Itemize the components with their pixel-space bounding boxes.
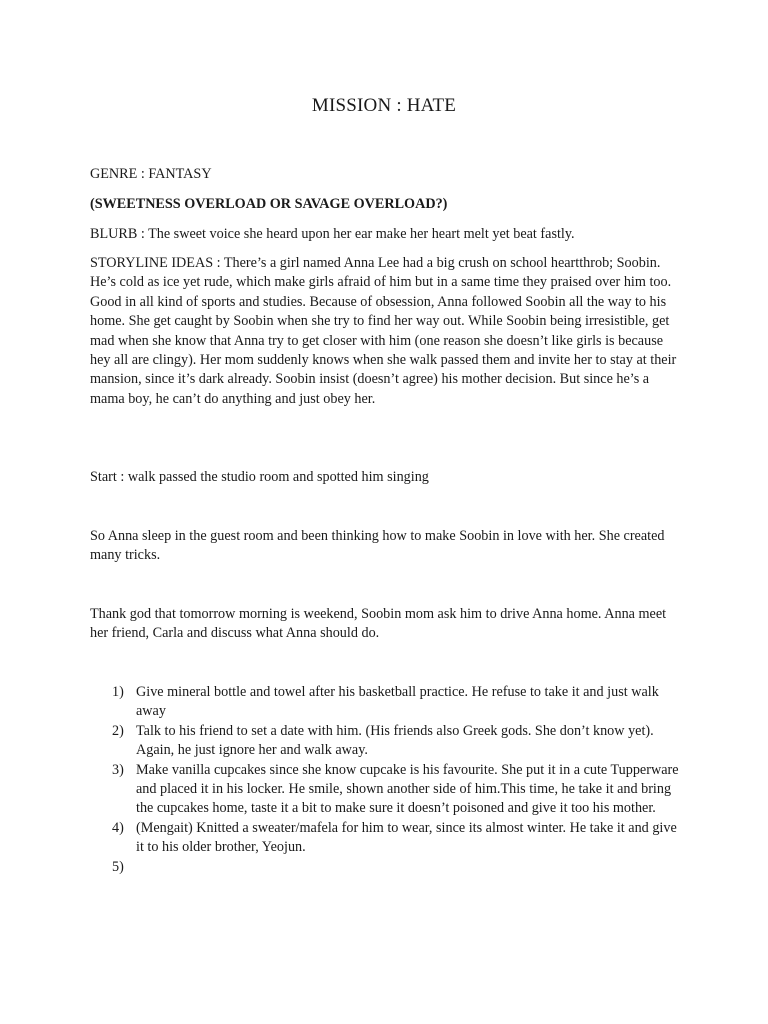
start-line: Start : walk passed the studio room and spotted him singing bbox=[90, 469, 429, 485]
list-item bbox=[112, 858, 682, 877]
list-item-number: 5) bbox=[112, 858, 124, 875]
blurb-paragraph: BLURB : The sweet voice she heard upon her ear make her heart melt yet beat fastly. bbox=[90, 226, 575, 242]
list-item-text: Give mineral bottle and towel after his basketball practice. He refuse to take it and just walk away bbox=[136, 684, 659, 720]
list-item-text bbox=[136, 858, 682, 877]
list-item bbox=[112, 683, 682, 722]
list-item-number: 4) bbox=[112, 819, 124, 836]
subtitle-line: (SWEETNESS OVERLOAD OR SAVAGE OVERLOAD?) bbox=[90, 196, 448, 212]
list-item bbox=[112, 722, 682, 761]
weekend-paragraph: Thank god that tomorrow morning is weekend, Soobin mom ask him to drive Anna home. Anna meet her friend, Carla and discuss what Anna should do. bbox=[90, 606, 667, 642]
list-item-number: 2) bbox=[112, 722, 124, 739]
list-item bbox=[112, 761, 682, 819]
list-item-text: Talk to his friend to set a date with him. (His friends also Greek gods. She don’t know yet). Again, he just ignore her and walk away. bbox=[136, 722, 654, 759]
list-item bbox=[112, 819, 682, 858]
guest-room-paragraph: So Anna sleep in the guest room and been thinking how to make Soobin in love with her. She created many tricks. bbox=[90, 528, 665, 564]
list-item-text: Make vanilla cupcakes since she know cupcake is his favourite. She put it in a cute Tupperware and placed it in his locker. He smile, shown another side of him.This time, he take it and bring the cupcakes home, taste it a bit to make sure it doesn’t poisoned and give it too his mother. bbox=[136, 761, 679, 817]
list-item-text: (Mengait) Knitted a sweater/mafela for him to wear, since its almost winter. He take it and give it to his older brother, Yeojun. bbox=[136, 819, 677, 856]
tricks-list bbox=[112, 683, 682, 877]
document-title: MISSION : HATE bbox=[311, 95, 457, 116]
list-item-number: 3) bbox=[112, 761, 124, 778]
storyline-paragraph: STORYLINE IDEAS : There’s a girl named Anna Lee had a big crush on school heartthrob; Soobin. He’s cold as ice yet rude, which make girls afraid of him but in a same time they praised over him too. Good in all kind of sports and studies. Because of obsession, Anna followed Soobin all the way to his home. She get caught by Soobin when she try to find her way out. While Soobin being irresistible, get mad when she know that Anna try to get closer with him (one reason she doesn’t like girls is because hey all are clingy). Her mom suddenly knows when she walk passed them and invite her to stay at their mansion, since it’s dark already. Soobin insist (doesn’t agree) his mother decision. But since he’s a mama boy, he can’t do anything and just obey her. bbox=[90, 255, 677, 407]
genre-line: GENRE : FANTASY bbox=[90, 166, 212, 182]
list-item-number: 1) bbox=[112, 684, 124, 700]
